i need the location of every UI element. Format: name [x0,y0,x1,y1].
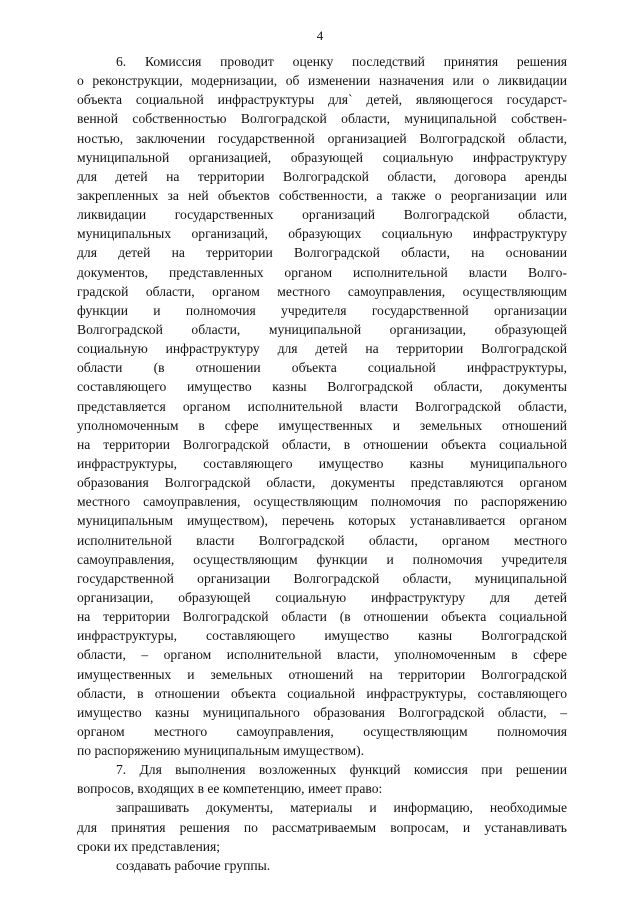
text-line: государственной организации Волгоградской области, муниципальной [77,570,567,586]
text-line: 7. Для выполнения возложенных функций комиссия при решении [116,762,567,778]
text-line: сроки их представления; [77,838,221,854]
text-line: на территории Волгоградской области, в отношении объекта социальной [77,436,567,452]
text-line: градской области, органом местного самоуправления, осуществляющим [77,283,567,299]
text-line: запрашивать документы, материалы и информацию, необходимые [116,800,567,816]
text-line: представляется органом исполнительной власти Волгоградской области, [77,398,567,414]
text-line: для детей на территории Волгоградской области, на основании [77,245,567,261]
text-line: объекта социальной инфраструктуры для` детей, являющегося государст- [77,92,567,108]
text-line: области, – органом исполнительной власти, уполномоченным в сфере [77,647,567,663]
text-line: области (в отношении объекта социальной инфраструктуры, [77,360,567,376]
text-line: организации, образующей социальную инфраструктуру для детей [77,589,567,605]
page-number: 4 [316,28,324,43]
text-line: документов, представленных органом исполнительной власти Волго- [77,264,567,280]
text-line: о реконструкции, модернизации, об изменении назначения или о ликвидации [77,73,567,89]
text-line: самоуправления, осуществляющим функции и полномочия учредителя [77,551,567,567]
text-line: инфраструктуры, составляющего имущество казны муниципального [77,455,567,471]
text-line: для детей на территории Волгоградской области, договора аренды [77,168,567,184]
text-line: 6. Комиссия проводит оценку последствий принятия решения [116,54,567,69]
text-line: уполномоченным в сфере имущественных и земельных отношений [77,417,567,433]
text-line: ностью, заключении государственной организацией Волгоградской области, [77,130,567,146]
text-line: муниципальной организацией, образующей социальную инфраструктуру [77,149,567,165]
text-line: имущественных и земельных отношений на территории Волгоградской [77,666,567,682]
text-line: муниципальных организаций, образующих социальную инфраструктуру [77,226,567,242]
text-line: инфраструктуры, составляющего имущество казны Волгоградской [77,628,567,644]
text-line: венной собственностью Волгоградской области, муниципальной собствен- [77,111,567,127]
text-line: социальную инфраструктуру для детей на территории Волгоградской [77,341,567,357]
text-line: функции и полномочия учредителя государственной организации [77,302,567,318]
text-line: органом местного самоуправления, осуществляющим полномочия [77,723,567,739]
text-line: для принятия решения по рассматриваемым вопросам, и устанавливать [77,819,567,835]
text-line: местного самоуправления, осуществляющим полномочия по распоряжению [77,494,567,510]
text-line: ликвидации государственных организаций Волгоградской области, [77,207,567,223]
text-line: на территории Волгоградской области (в отношении объекта социальной [77,609,567,625]
text-line: составляющего имущество казны Волгоградской области, документы [77,379,567,395]
text-line: по распоряжению муниципальным имуществом). [77,743,365,759]
text-line: образования Волгоградской области, документы представляются органом [77,475,567,491]
text-line: вопросов, входящих в ее компетенцию, имеет право: [77,781,383,797]
text-line: Волгоградской области, муниципальной организации, образующей [77,321,567,337]
text-line: исполнительной власти Волгоградской области, органом местного [77,532,567,548]
document-body [77,52,567,875]
text-line: области, в отношении объекта социальной инфраструктуры, составляющего [77,685,567,701]
text-line: создавать рабочие группы. [116,857,271,873]
text-line: закрепленных за ней объектов собственности, а также о реорганизации или [77,187,567,203]
text-line: имущество казны муниципального образования Волгоградской области, – [77,704,567,720]
text-line: муниципальным имуществом), перечень которых устанавливается органом [77,513,567,529]
